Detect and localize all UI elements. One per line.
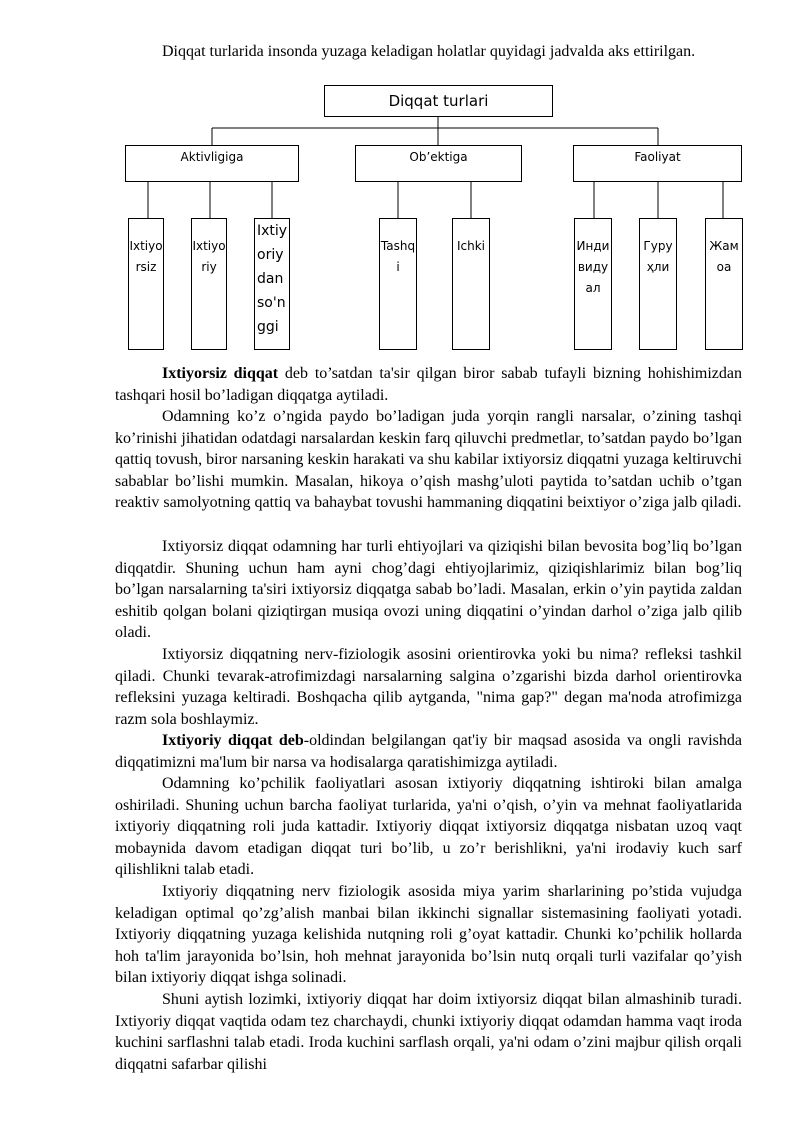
paragraph-alternation: Shuni aytish lozimki, ixtiyoriy diqqat har doim ixtiyorsiz diqqat bilan almashinib turadi. Ixtiyoriy diqqat vaqtida odam tez charchaydi, chunki ixtiyoriy diqqat odamdan hamma vaqt iroda kuchini sarflashni talab etadi. Iroda kuchini sarflash orqali, ya'ni odam o’zini majbur qilish orqali diqqatni safarbar qilishi — [115, 991, 742, 1073]
leaf-node-jamoa: Жамоа — [705, 218, 743, 350]
paragraph-ixtiyorsiz-needs: Ixtiyorsiz diqqat odamning har turli ehtiyojlari va qiziqishi bilan bevosita bog’liq bo’lgan diqqatdir. Shuning uchun ham ayni chog’dagi ehtiyojlarimiz, qiziqishlarimiz bilan bog’liq bo’lgan narsalarning ta'siri ixtiyorsiz diqqatga sabab bo’ladi. Masalan, erkin o’yin paytida zaldan eshitib qolgan bolani qiziqtirgan musiqa ovozi uning diqqatini o’yindan darhol o’ziga jalb qilib oladi. — [115, 538, 742, 642]
leaf-node-ixtiyoriydan-songgi: Ixtiyoriydan so'nggi — [254, 218, 290, 350]
leaf-node-ixtiyorsiz: Ixtiyorsiz — [128, 218, 164, 350]
paragraph-ixtiyoriy-physiology: Ixtiyoriy diqqatning nerv fiziologik asosida miya yarim sharlarining po’stida vujudga keladigan optimal qo’zg’alish manbai bilan ikkinchi signallar sistemasining faoliyati yotadi. Ixtiyoriy diqqatning yuzaga kelishida nutqning roli g’oyat kattadir. Chunki ko’pchilik hollarda hoh ta'lim jarayonida bo’lsin, hoh mehnat jarayonida bo’lsin nutq orqali turli vazifalar qo’yish bilan ixtiyoriy diqqat ishga solinadi. — [115, 883, 742, 987]
paragraph-ixtiyorsiz-causes: Odamning ko’z o’ngida paydo bo’ladigan juda yorqin rangli narsalar, o’zining tashqi ko’rinishi jihatidan odatdagi narsalardan keskin farq qiluvchi predmetlar, to’satdan paydo bo’lgan qattiq tovush, biror narsaning keskin harakati va shu kabilar ixtiyorsiz diqqatni yuzaga keltiruvchi sabablar bo’lishi mumkin. Masalan, hikoya o’qish mashg’uloti paytida to’satdan uchib o’tgan reaktiv samolyotning qattiq va bahaybat tovushi hammaning diqqatini beixtiyor o’ziga jalb qiladi. — [115, 408, 742, 512]
leaf-node-guruhli: Гуруҳли — [639, 218, 677, 350]
group-node-faoliyat: Faoliyat — [573, 145, 742, 182]
group-node-aktivligiga: Aktivligiga — [125, 145, 299, 182]
leaf-node-ixtiyoriy: Ixtiyoriy — [191, 218, 227, 350]
leaf-node-tashqi: Tashqi — [379, 218, 417, 350]
diagram-root-node: Diqqat turlari — [324, 85, 553, 117]
leaf-node-individual: Индивидуал — [574, 218, 612, 350]
paragraph-ixtiyoriy-definition: Ixtiyoriy diqqat deb-oldindan belgilangan qat'iy bir maqsad asosida va ongli ravishda diqqatimizni ma'lum bir narsa va hodisalarga qaratishimizga aytiladi. — [115, 732, 742, 771]
intro-paragraph: Diqqat turlarida insonda yuzaga keladigan holatlar quyidagi jadvalda aks ettirilgan. — [162, 43, 696, 60]
group-node-obektiga: Ob’ektiga — [355, 145, 522, 182]
paragraph-ixtiyorsiz-physiology: Ixtiyorsiz diqqatning nerv-fiziologik asosini orientirovka yoki bu nima? refleksi tashkil qiladi. Chunki tevarak-atrofimizdagi narsalarning salgina o’zgarishi bizda darhol orientirovka refleksini yuzaga keltiradi. Boshqacha qilib aytganda, "nima gap?" degan ma'noda atrofimizga razm sola boshlaymiz. — [115, 646, 742, 728]
paragraph-ixtiyoriy-activities: Odamning ko’pchilik faoliyatlari asosan ixtiyoriy diqqatning ishtiroki bilan amalga oshiriladi. Shuning uchun barcha faoliyat turlarida, ya'ni o’qish, o’yin va mehnat faoliyatlarida ixtiyoriy diqqatning roli juda kattadir. Ixtiyoriy diqqat ixtiyorsiz diqqatga nisbatan uzoq vaqt mobaynida davom etadigan diqqat turi bo’lib, u zo’r berishlikni, ya'ni irodaviy kuch sarf qilishlikni talab etadi. — [115, 775, 742, 879]
leaf-node-ichki: Ichki — [452, 218, 490, 350]
paragraph-ixtiyorsiz-definition: Ixtiyorsiz diqqat deb to’satdan ta'sir qilgan biror sabab tufayli bizning hohishimizdan tashqari hosil bo’ladigan diqqatga aytiladi. — [115, 365, 743, 404]
